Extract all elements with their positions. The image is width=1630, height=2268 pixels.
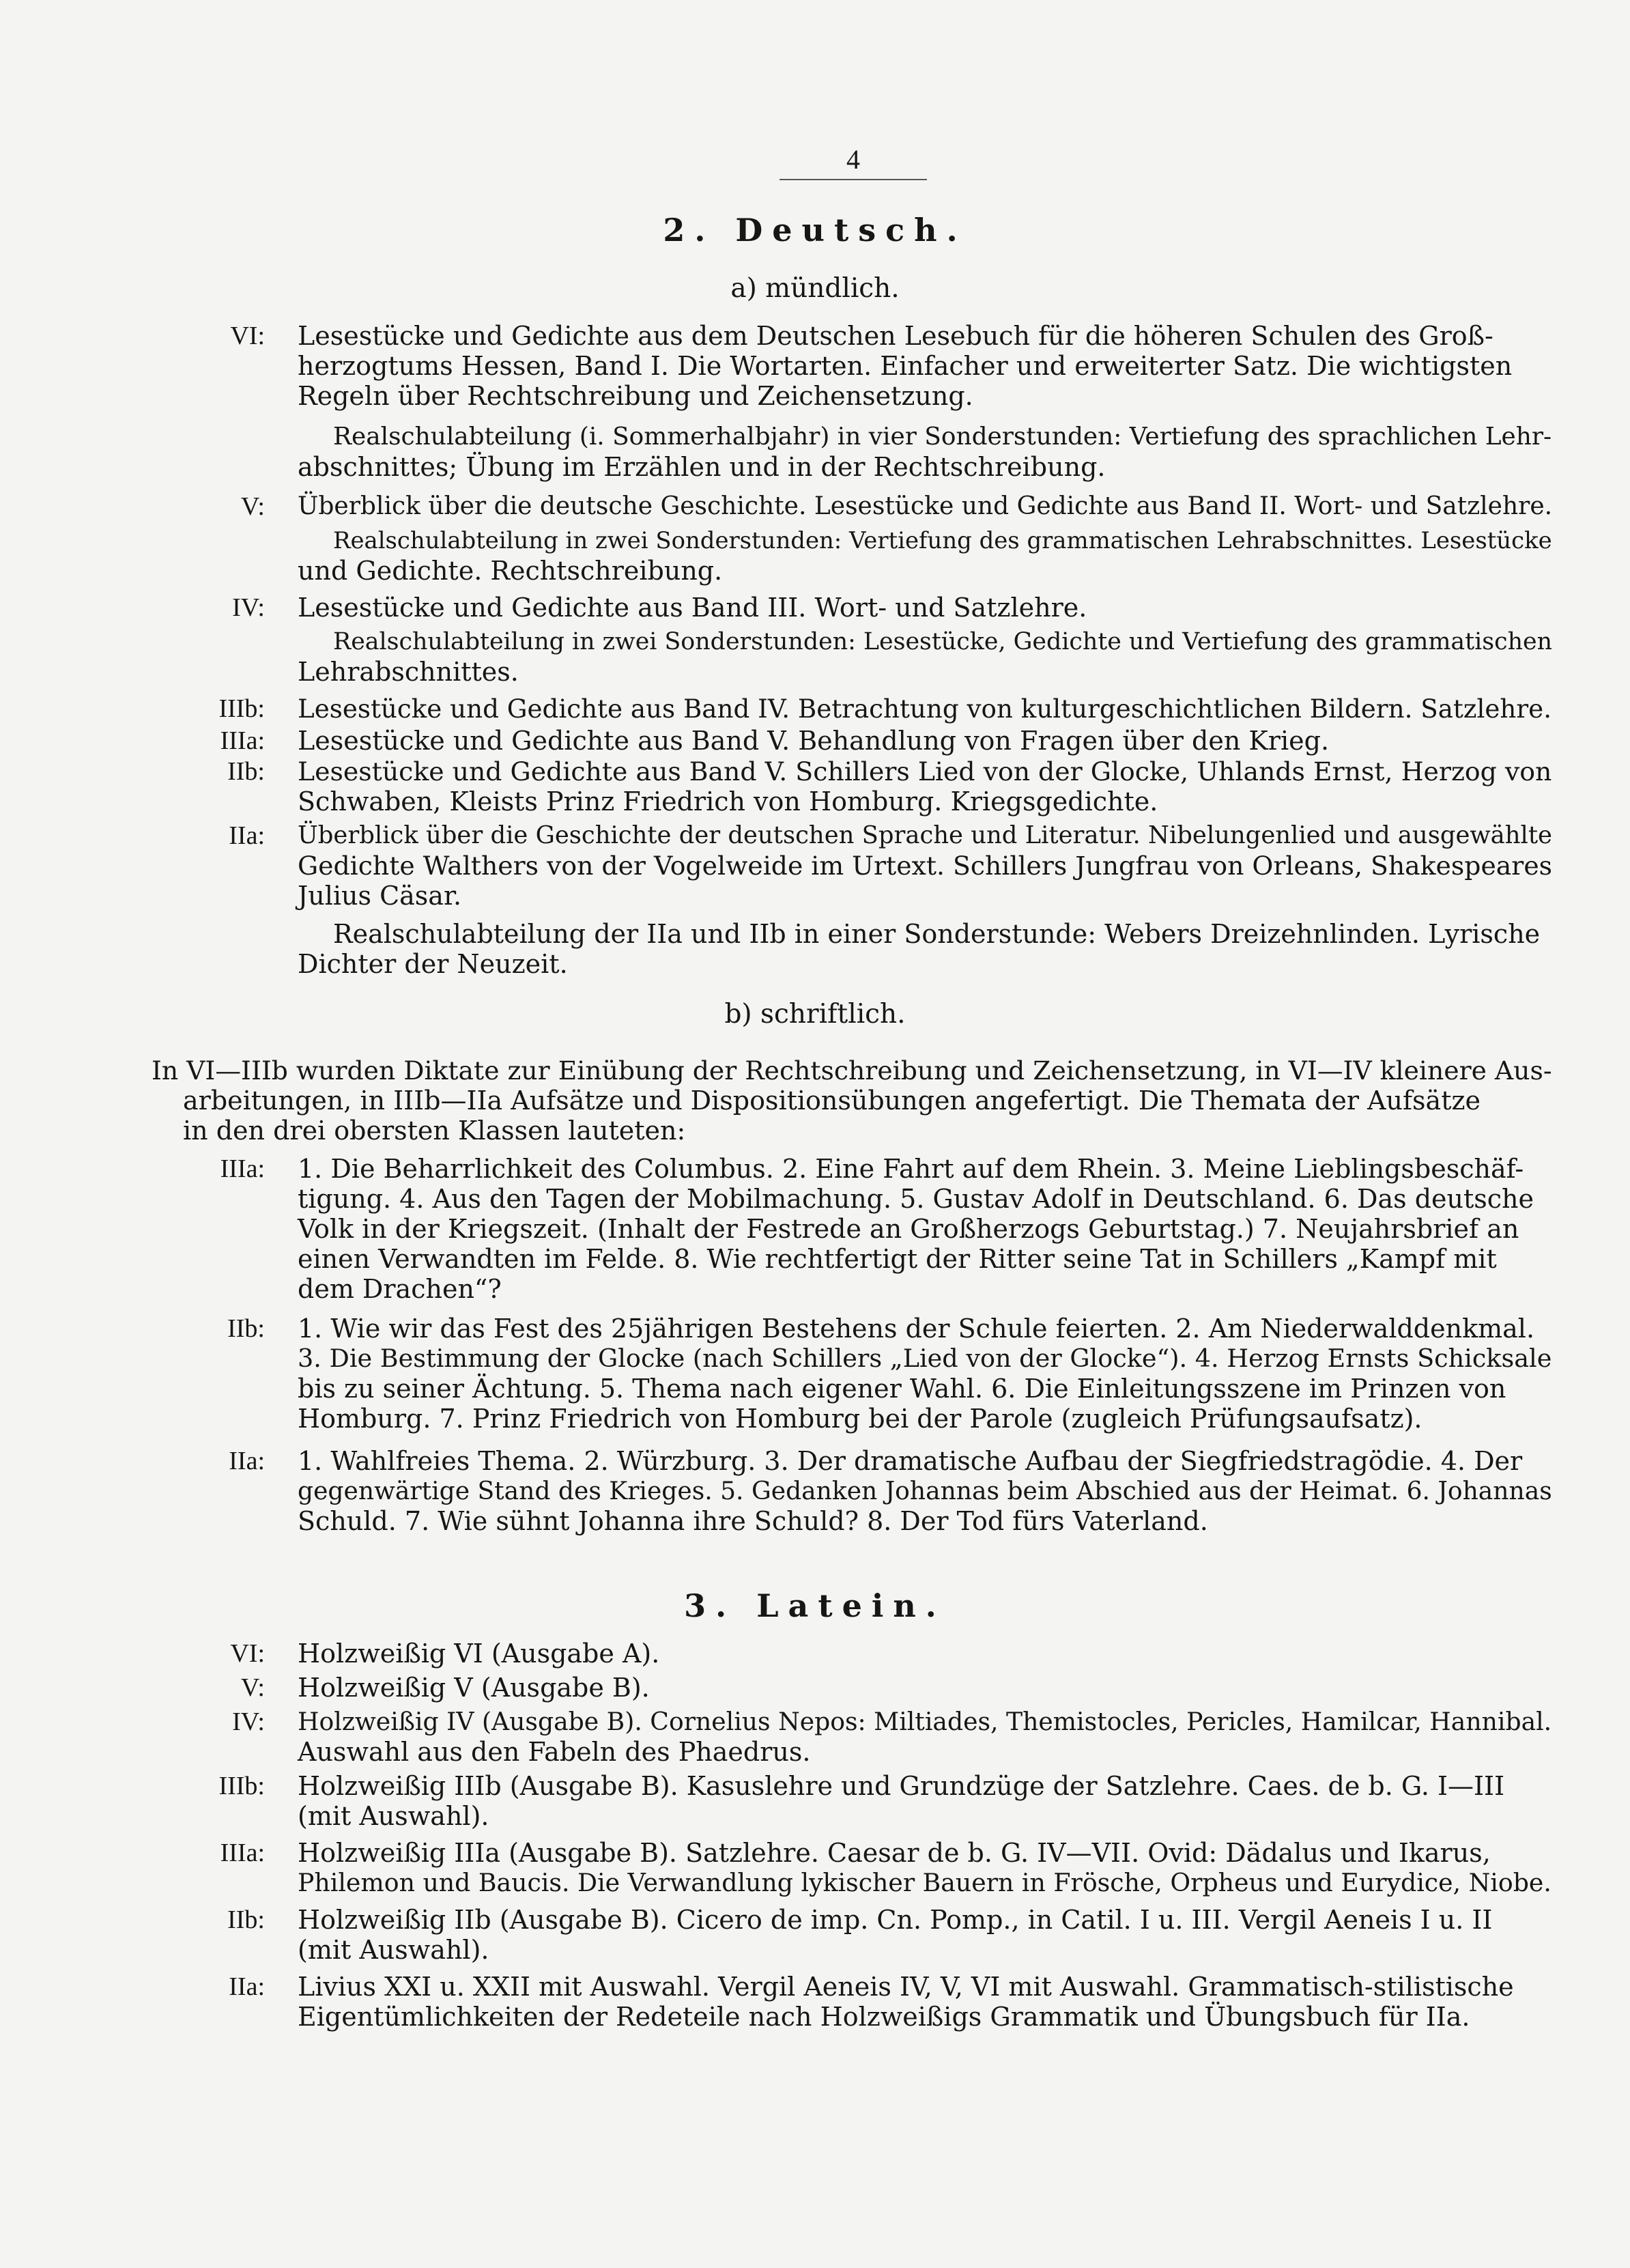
entry-line: und Gedichte. Rechtschreibung. bbox=[298, 556, 723, 586]
entry-line: abschnittes; Übung im Erzählen und in der Rechtschreibung. bbox=[298, 452, 1106, 482]
entry-line: 1. Wahlfreies Thema. 2. Würzburg. 3. Der dramatische Aufbau der Siegfriedstragödie. 4. Der bbox=[298, 1446, 1523, 1476]
entry-line: Holzweißig V (Ausgabe B). bbox=[298, 1673, 650, 1703]
class-label: IIIa: bbox=[220, 1839, 265, 1867]
entry-line: Lesestücke und Gedichte aus Band V. Behandlung von Fragen über den Krieg. bbox=[298, 726, 1330, 756]
entry-line: Auswahl aus den Fabeln des Phaedrus. bbox=[298, 1737, 811, 1767]
entry-line: Philemon und Baucis. Die Verwandlung lykischer Bauern in Frösche, Orpheus und Eurydice, Niobe. bbox=[298, 1868, 1552, 1897]
entry-line: Holzweißig VI (Ausgabe A). bbox=[298, 1639, 660, 1669]
entry-text bbox=[298, 756, 1552, 817]
subsection-oral: a) mündlich. bbox=[730, 273, 900, 304]
page-number: 4 bbox=[846, 144, 860, 175]
entry-line: Schuld. 7. Wie sühnt Johanna ihre Schuld? 8. Der Tod fürs Vaterland. bbox=[298, 1506, 1208, 1536]
entry-text bbox=[298, 1972, 1552, 2032]
entry-line: Überblick über die deutsche Geschichte. Lesestücke und Gedichte aus Band II. Wort- und Satzlehre. bbox=[298, 492, 1553, 520]
written-intro bbox=[152, 1055, 1552, 1146]
entry-line: Überblick über die Geschichte der deutschen Sprache und Literatur. Nibelungenlied und ausgewählte bbox=[298, 821, 1552, 849]
entry-text bbox=[298, 321, 1552, 411]
entry-text bbox=[298, 1673, 1552, 1703]
class-label: IIIb: bbox=[218, 1772, 265, 1800]
entry-line: Lehrabschnittes. bbox=[298, 657, 519, 687]
entry-text bbox=[298, 1639, 1552, 1669]
class-label: IIa: bbox=[229, 1447, 265, 1475]
page-number-rule bbox=[780, 179, 927, 180]
entry-text bbox=[298, 526, 1552, 586]
class-label: V: bbox=[240, 1673, 265, 1702]
entry-text bbox=[298, 1446, 1552, 1536]
entry-line: Holzweißig IIIb (Ausgabe B). Kasuslehre und Grundzüge der Satzlehre. Caes. de b. G. I—III bbox=[298, 1771, 1505, 1801]
entry-line: Livius XXI u. XXII mit Auswahl. Vergil Aeneis IV, V, VI mit Auswahl. Grammatisch-stilistische bbox=[298, 1972, 1514, 2002]
class-label: IIIb: bbox=[218, 694, 265, 723]
entry-text bbox=[298, 627, 1553, 687]
entry-line: Realschulabteilung in zwei Sonderstunden: Vertiefung des grammatischen Lehrabschnittes. Lesestücke bbox=[333, 527, 1552, 554]
entry-line: Lesestücke und Gedichte aus Band IV. Betrachtung von kulturgeschichtlichen Bildern. Satzlehre. bbox=[298, 694, 1552, 724]
entry-text bbox=[298, 593, 1552, 623]
entry-line: Gedichte Walthers von der Vogelweide im Urtext. Schillers Jungfrau von Orleans, Shakespeares bbox=[298, 851, 1553, 881]
entry-line: Realschulabteilung der IIa und IIb in einer Sonderstunde: Webers Dreizehnlinden. Lyrische bbox=[333, 919, 1541, 949]
class-label: IIa: bbox=[229, 821, 265, 850]
entry-line: Realschulabteilung (i. Sommerhalbjahr) in vier Sonderstunden: Vertiefung des sprachlichen Lehr- bbox=[333, 423, 1552, 451]
subsection-written: b) schriftlich. bbox=[724, 999, 906, 1030]
entry-line: 1. Wie wir das Fest des 25jährigen Bestehens der Schule feierten. 2. Am Niederwalddenkmal. bbox=[298, 1314, 1535, 1344]
entry-line: 3. Die Bestimmung der Glocke (nach Schillers „Lied von der Glocke“). 4. Herzog Ernsts Schicksale bbox=[298, 1344, 1552, 1373]
class-label: IIb: bbox=[227, 757, 265, 786]
entry-line: Volk in der Kriegszeit. (Inhalt der Festrede an Großherzogs Geburtstag.) 7. Neujahrsbrief an bbox=[298, 1214, 1519, 1244]
entry-line: Holzweißig IIIa (Ausgabe B). Satzlehre. Caesar de b. G. IV—VII. Ovid: Dädalus und Ikarus, bbox=[298, 1838, 1491, 1868]
class-label: IV: bbox=[232, 1707, 265, 1736]
entry-text bbox=[298, 1314, 1552, 1434]
class-label: IIIa: bbox=[220, 1154, 265, 1183]
class-label: VI: bbox=[230, 322, 265, 350]
section-title-deutsch: 2. Deutsch. bbox=[663, 212, 967, 249]
entry-text bbox=[298, 492, 1552, 522]
entry-text bbox=[298, 1905, 1552, 1965]
entry-line: Holzweißig IV (Ausgabe B). Cornelius Nepos: Miltiades, Themistocles, Pericles, Hamilcar, Hannibal. bbox=[298, 1707, 1552, 1736]
entry-text bbox=[298, 726, 1552, 756]
entry-line: Realschulabteilung in zwei Sonderstunden: Lesestücke, Gedichte und Vertiefung des grammatischen bbox=[333, 628, 1553, 655]
entry-line: (mit Auswahl). bbox=[298, 1801, 489, 1831]
entry-line: Holzweißig IIb (Ausgabe B). Cicero de imp. Cn. Pomp., in Catil. I u. III. Vergil Aeneis I u. II bbox=[298, 1905, 1493, 1935]
written-intro-line: In VI—IIIb wurden Diktate zur Einübung der Rechtschreibung und Zeichensetzung, in VI—IV kleinere Aus- bbox=[152, 1055, 1552, 1086]
class-label: VI: bbox=[230, 1639, 265, 1668]
entry-text bbox=[298, 1838, 1552, 1898]
entry-text bbox=[298, 1771, 1552, 1831]
class-label: V: bbox=[240, 492, 265, 521]
entry-line: bis zu seiner Ächtung. 5. Thema nach eigener Wahl. 6. Die Einleitungsszene im Prinzen von bbox=[298, 1374, 1506, 1404]
class-label: IIIa: bbox=[220, 726, 265, 755]
entry-line: Eigentümlichkeiten der Redeteile nach Holzweißigs Grammatik und Übungsbuch für IIa. bbox=[298, 2002, 1470, 2032]
entry-line: Lesestücke und Gedichte aus Band III. Wort- und Satzlehre. bbox=[298, 593, 1087, 623]
entry-line: Homburg. 7. Prinz Friedrich von Homburg bei der Parole (zugleich Prüfungsaufsatz). bbox=[298, 1404, 1422, 1434]
entry-line: dem Drachen“? bbox=[298, 1274, 502, 1304]
entry-line: (mit Auswahl). bbox=[298, 1935, 489, 1965]
entry-text bbox=[298, 694, 1552, 724]
entry-line: gegenwärtige Stand des Krieges. 5. Gedanken Johannas beim Abschied aus der Heimat. 6. Johannas bbox=[298, 1477, 1552, 1505]
class-label: IIb: bbox=[227, 1314, 265, 1343]
entry-text bbox=[298, 919, 1552, 979]
entry-line: Schwaben, Kleists Prinz Friedrich von Homburg. Kriegsgedichte. bbox=[298, 786, 1158, 817]
entry-line: Lesestücke und Gedichte aus Band V. Schillers Lied von der Glocke, Uhlands Ernst, Herzog von bbox=[298, 756, 1552, 786]
written-intro-line: arbeitungen, in IIIb—IIa Aufsätze und Dispositionsübungen angefertigt. Die Themata der Aufsätze bbox=[183, 1086, 1481, 1116]
entry-text bbox=[298, 1707, 1552, 1767]
entry-line: 1. Die Beharrlichkeit des Columbus. 2. Eine Fahrt auf dem Rhein. 3. Meine Lieblingsbeschäf- bbox=[298, 1154, 1524, 1184]
class-label: IIa: bbox=[229, 1972, 265, 2001]
entry-line: Julius Cäsar. bbox=[298, 881, 462, 911]
entry-line: Lesestücke und Gedichte aus dem Deutschen Lesebuch für die höheren Schulen des Groß- bbox=[298, 321, 1493, 351]
entry-line: einen Verwandten im Felde. 8. Wie rechtfertigt der Ritter seine Tat in Schillers „Kampf mit bbox=[298, 1244, 1497, 1274]
entry-text bbox=[298, 1154, 1552, 1304]
entry-line: tigung. 4. Aus den Tagen der Mobilmachung. 5. Gustav Adolf in Deutschland. 6. Das deutsche bbox=[298, 1184, 1534, 1214]
entry-text bbox=[298, 821, 1552, 911]
section-title-latein: 3. Latein. bbox=[684, 1587, 946, 1624]
entry-line: herzogtums Hessen, Band I. Die Wortarten. Einfacher und erweiterter Satz. Die wichtigsten bbox=[298, 351, 1513, 381]
class-label: IIb: bbox=[227, 1905, 265, 1934]
entry-text bbox=[298, 422, 1552, 482]
entry-line: Dichter der Neuzeit. bbox=[298, 949, 568, 979]
entry-line: Regeln über Rechtschreibung und Zeichensetzung. bbox=[298, 381, 973, 411]
written-intro-line: in den drei obersten Klassen lauteten: bbox=[183, 1116, 686, 1146]
class-label: IV: bbox=[232, 593, 265, 622]
